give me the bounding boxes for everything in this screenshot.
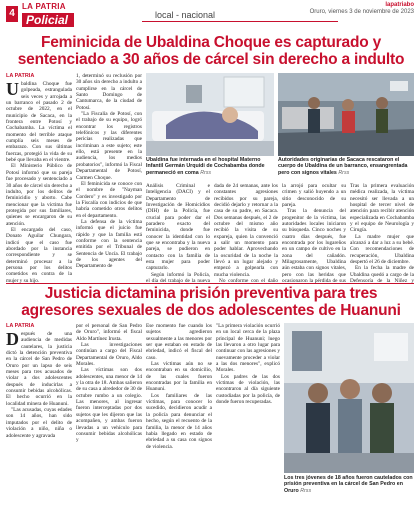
article2-paragraph: Los padres de las dos víctimas de violación, las encontraron al día siguiente custodiadas por la policía, de donde fueron recuperadas. — [216, 373, 280, 406]
article1-paragraph: No conforme con el daño — [219, 278, 278, 283]
article1-column-5 — [282, 183, 346, 283]
photo-credit: Rrss — [200, 169, 212, 176]
suspects-photo-caption: Los tres jóvenes de 18 años fueron cautelados con prisión preventiva en la cárcel de San Pedro en Oruro Rrss — [284, 475, 413, 494]
article1-dropcap: U — [6, 79, 19, 99]
article1-paragraph: Análisis Criminal e Inteligencia (DACI) y el Departamento de Investigación de Homicidios (DIH) de la Policía, fue crucial para poder dar el paradero exacto del feminicida, donde fue conocer la identidad con lo que se encontraba y la nueva pareja, se pudieron en contacto con la familia de esta mujer para poder capturarlo. — [146, 183, 210, 272]
article1-paragraph: El encargado del caso, Donato Aguilar Chungara, indicó que el caso fue abordado por la instancia correspondiente y se determinó procesar a la persona por los delitos cometidos en contra de la mujer y su hijo. — [6, 226, 72, 283]
article1-paragraph: Según informó la Policía, el día del trabajo de la nueva — [146, 271, 210, 283]
article1-headline: Feminicida de Ubaldina Choque es capturado y sentenciado a 30 años de cárcel sin derecho a indulto — [17, 34, 405, 68]
section-divider — [142, 21, 338, 22]
article1-paragraph: En la fecha la madre de Ubaldina quedó a cargo de la Defensoría de la Niñez y — [350, 265, 414, 283]
article2-paragraph: espués de una audiencia de medidas cautelares, la justicia dictó la detención preventiva en la cárcel de San Pedro de Oruro por un lapso de seis meses para tres acusados de violar a dos adolescentes después de inducirlas a consumir bebidas alcohólicas. El hecho ocurrió en la localidad minera de Huanuni. — [6, 331, 72, 407]
article1-byline: LA PATRIA — [6, 73, 35, 79]
article2-paragraph: por el personal de San Pedro de Oruro", informó el fiscal Aldo Martínez Irusta. — [76, 323, 142, 342]
article1-column-3 — [146, 183, 210, 283]
article1-paragraph: baldina Choque fue golpeada, estrangulada seis veces y arrojada a un barranco el pasado 2 de octubre de 2022, en el municipio de Sacaca, en la frontera entre Potosí y Cochabamba. La víctima el momento del terrible ataque cumplía seis meses de embarazo. Con sus últimas fuerzas, protegió la vida de su bebé que llevaba en el vientre. — [6, 81, 72, 164]
article2-headline: Justicia dictamina prisión preventiva para tres agresores sexuales de dos adolescentes de Huanuni — [21, 285, 401, 319]
article2-column-1 — [6, 323, 72, 523]
header-meta — [310, 2, 414, 16]
article1-column-6 — [350, 183, 414, 283]
article2-paragraph: Ese momento fue cuando los sujetos agredieron sexualmente a las menores por ser que estaban en estado de ebriedad, indicó el fiscal del caso. — [146, 323, 212, 361]
site-name[interactable]: lapatriabo — [385, 2, 414, 8]
article1-paragraph: Tras la denuncia del progenitor de la víctima, las autoridades locales iniciaron su búsqueda. Cinco noches y cuatro días después, fue encontrada por los lugareños en un campo de cultivo en la zona del cañadón. Milagrosamente, Ubaldina aún estaba con signos vitales, pero con las heridas que ocasionaron la pérdida de sus — [282, 208, 346, 283]
section-label: local - nacional — [155, 10, 216, 20]
article2-paragraph: "Las acusadas, cuyas edades son 14 años, han sido imputados por el delito de violación a niño, niña o adolescente y agravada — [6, 407, 72, 439]
hospital-photo — [146, 73, 274, 156]
article2-paragraph: "La primera violación ocurrió en un local cerca de la plaza principal de Huanuni; luego las llevaron a otro lugar para continuar con las agresiones y nuevamente proceder a violar a las dos menores", explicó Morales. — [216, 323, 280, 374]
article1-paragraph: 1, determinó su reclusión por 30 años sin derecho a indulto a cumplirse en la cárcel de Santo Domingo de Cantumarca, de la ciudad de Potosí. — [76, 73, 142, 111]
newspaper-logo — [22, 2, 74, 29]
article2-dropcap: D — [6, 329, 19, 349]
article2-byline: LA PATRIA — [6, 323, 35, 329]
rescue-photo-caption: Autoridades originarias de Sacaca rescataron el cuerpo de Ubaldina de un barranco, ensangrentada pero con signos vitales Rrss — [278, 157, 408, 176]
suspects-photo-image — [284, 323, 414, 473]
article1-column-4 — [214, 183, 278, 283]
page-header — [0, 0, 420, 34]
article1-column-2 — [76, 73, 142, 283]
hospital-photo-caption: Ubaldina fue internada en el hospital Materno Infantil Germán Urquidi de Cochabamba donde permaneció en coma Rrss — [146, 157, 265, 176]
article2-paragraph: Los familiares de las víctimas, para conocer lo sucedido, decidieron acudir a la policía para denunciar el hecho, según el recuento de la familia, la menor de 14 años había llegado en estado de ebriedad a su casa con signos de violencia. — [146, 392, 212, 450]
article1-paragraph: dada de 24 semanas, ante los constantes agresiones recibidos por su pareja, decidió dejarlo y retornar a la casa de su padre, en Sacaca. Dos semanas después, el 2 de octubre del mismo año recibió la visita de su expareja, quien la convenció a salir un momento para poder hablar. Aprovechando la oscuridad de la noche la llevó a un lugar alejado y empezó a golpearla con mucha violencia. — [214, 183, 278, 278]
logo-section: Policial — [22, 13, 74, 27]
article1-paragraph: "La Fiscalía de Potosí, con el trabajo de su equipo, logró encontrar los registros telefónicos y las diferentes pericias realizadas que incriminan a este sujeto; este ello, está presente en la audiencia, los medios probatorios", informó la Fiscal Departamental de Potosí, Carmen Choque. — [76, 111, 142, 181]
article1-paragraph: La defensa de la víctima informó que el juicio fue rápido y que la familia está conforme con la sentencia emitida por el Tribunal de Sentencia de Uncía. El trabajo de los agentes del Departamento de — [76, 218, 142, 270]
edition-date: Oruro, viernes 3 de noviembre de 2023 — [309, 9, 414, 15]
hospital-photo-image — [146, 73, 274, 156]
article2-paragraph: Las investigaciones continúan a cargo del Fiscal Departamental de Oruro, Aldo Morales. — [76, 342, 142, 368]
article1-paragraph: El feminicida se conoce con el nombre de "Nayman Cordero" y es investigado por la Fiscalía con indicios de que habría cometido otros delitos en el departamento. — [76, 180, 142, 219]
article1-column-1 — [6, 73, 72, 283]
rescue-photo-image — [278, 73, 414, 156]
article2-paragraph: Las víctimas aún no se encontraban en su domicilio, de las cuales fueron encontradas por la familia en Huanuni. — [146, 361, 212, 393]
article2-paragraph: Las víctimas son dos adolescentes, una menor de 14 y la otra de 18. Ambas salieron de su casa a alrededor de 30 de octubre rumbo a un colegio. Las menores, al ingresar fueron interceptadas por dos sujetos que les dijeron que las acompañen, y ambas fueron llevadas a un vehículo para consumir bebidas alcohólicas y — [76, 367, 142, 444]
article2-column-2 — [76, 323, 142, 523]
article1-paragraph: El Ministerio Público de Potosí informó que su pareja fue procesado y sentenciado a 30 años de cárcel sin derecho a indulto, por los delitos de feminicidio y aborto. Cabe mencionar que la víctima fue protegida por sus familiares, quienes se encargaron de su atención. — [6, 163, 72, 227]
photo-credit: Rrss — [338, 169, 350, 176]
rescue-photo — [278, 73, 414, 156]
article1-paragraph: La madre mujer que alcanzó a dar a luz a su bebé. Con recomendaciones de recuperación, Ubaldina despertó el 26 de diciembre. — [350, 233, 414, 266]
article2-column-3 — [146, 323, 212, 523]
article1-paragraph: la arrojó para ocultar su crimen y salió huyendo a un sitio desconocido de su pareja. — [282, 183, 346, 209]
page-number: 4 — [6, 6, 18, 22]
article1-paragraph: Tras la primera evaluación médica realizada, la víctima necesitó ser llevada a un hospital de tercer nivel de atención para recibir atención especializada en Cochabamba y el equipo de Neurología y Cirugía. — [350, 183, 414, 234]
logo-top: LA PATRIA — [22, 2, 66, 11]
article2-column-4 — [216, 323, 280, 523]
photo-credit: Rrss — [300, 487, 312, 494]
article-divider — [6, 283, 414, 284]
suspects-photo — [284, 323, 414, 473]
